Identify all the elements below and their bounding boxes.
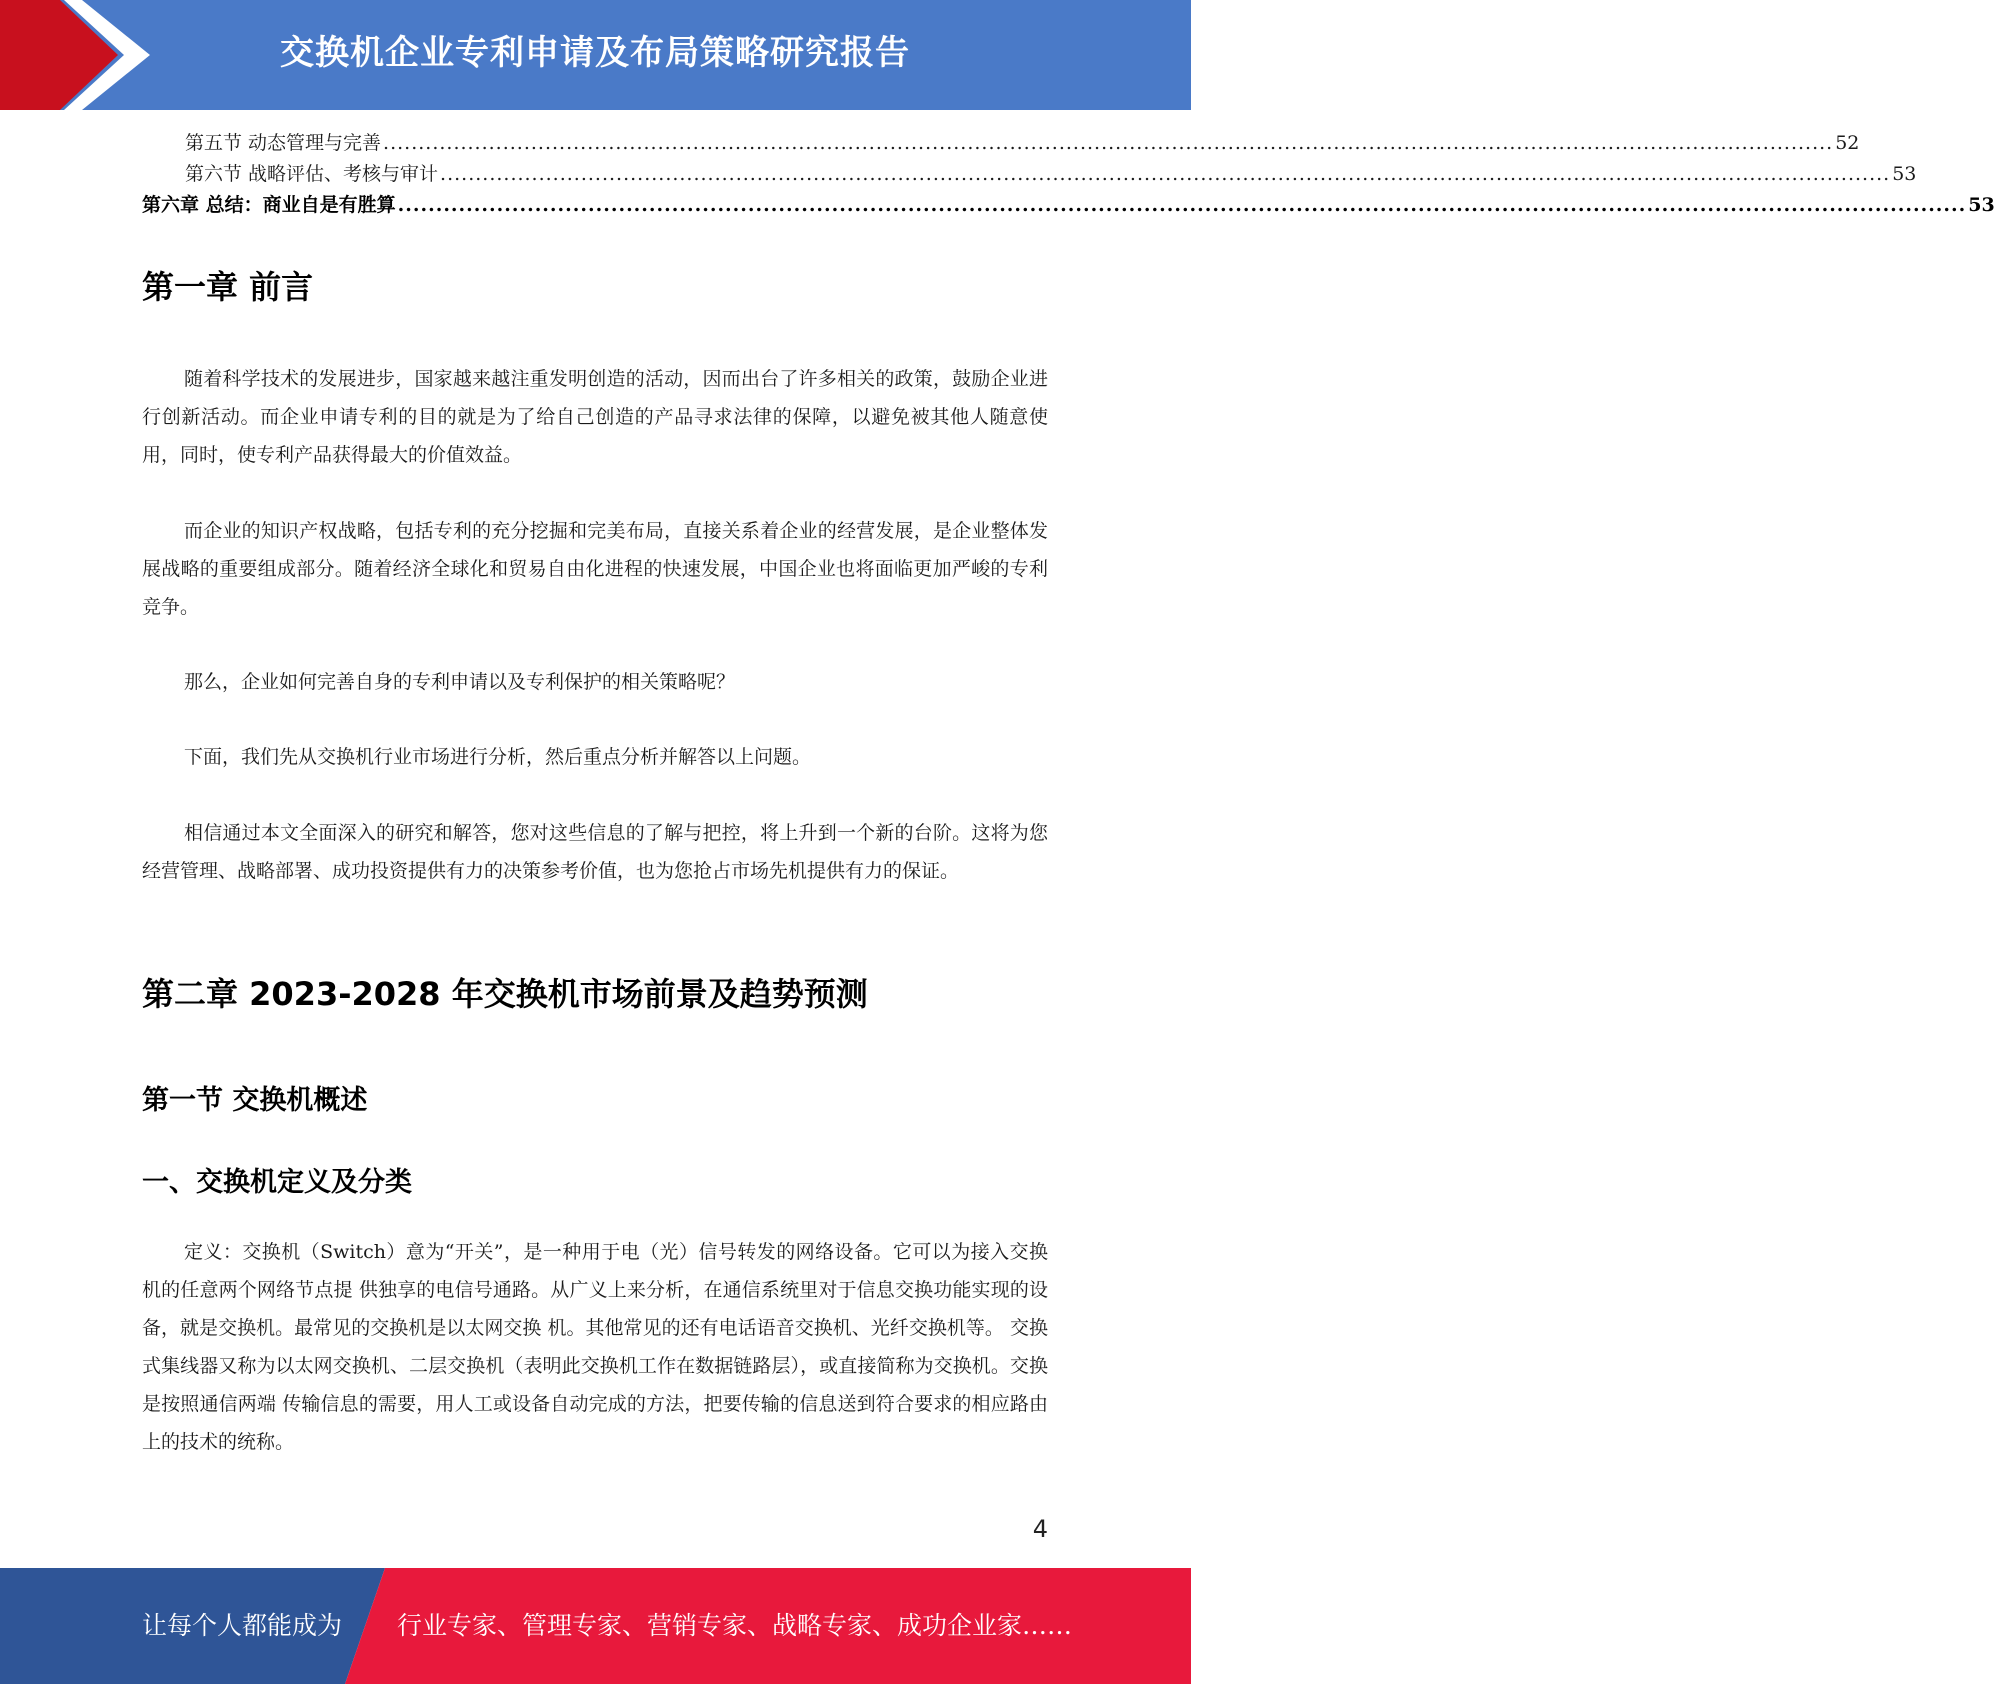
paragraph: 相信通过本文全面深入的研究和解答，您对这些信息的了解与把控，将上升到一个新的台阶。这将为您经营管理、战略部署、成功投资提供有力的决策参考价值，也为您抢占市场先机提供有力的保证。 [142,822,1048,882]
footer-banner [0,1568,1191,1684]
toc-leader-dots: .............................................................................................................................................................................................................. [383,132,1834,154]
page-number: 4 [1032,1515,1048,1543]
paragraph: 而企业的知识产权战略，包括专利的充分挖掘和完美布局，直接关系着企业的经营发展，是企业整体发展战略的重要组成部分。随着经济全球化和贸易自由化进程的快速发展，中国企业也将面临更加严峻的专利竞争。 [142,520,1048,618]
footer-slogan-right: 行业专家、管理专家、营销专家、战略专家、成功企业家…… [397,1611,1073,1640]
footer-slogan-left: 让每个人都能成为 [142,1611,343,1640]
paragraph: 那么，企业如何完善自身的专利申请以及专利保护的相关策略呢？ [184,671,736,693]
paragraph: 下面，我们先从交换机行业市场进行分析，然后重点分析并解答以上问题。 [184,746,812,768]
chapter-1-heading: 第一章 前言 [142,268,314,306]
toc-entry-page: 53 [1968,194,1995,216]
toc-entry-page: 52 [1835,132,1860,154]
toc-leader-dots: .............................................................................................................................................................................................................. [440,163,1891,185]
toc-entry-label: 第六章 总结：商业自是有胜算 [142,194,396,216]
toc-entry[interactable] [142,159,1917,190]
chapter-2-heading: 第二章 2023-2028 年交换机市场前景及趋势预测 [142,975,868,1013]
section-heading: 第一节 交换机概述 [142,1085,368,1116]
toc-leader-dots: .............................................................................................................................................................................................................. [397,194,1967,216]
toc-entry-label: 第五节 动态管理与完善 [185,132,382,154]
paragraph: 定义：交换机（Switch）意为“开关”，是一种用于电（光）信号转发的网络设备。它可以为接入交换机的任意两个网络节点提 供独享的电信号通路。从广义上来分析，在通信系统里对于信息交换功能实现的设备，就是交换机。最常见的交换机是以太网交换 机。其他常见的还有电话语音交换机、光纤交换机等。 交换式集线器又称为以太网交换机、二层交换机（表明此交换机工作在数据链路层），或直接简称为交换机。交换是按照通信两端 传输信息的需要，用人工或设备自动完成的方法，把要传输的信息送到符合要求的相应路由上的技术的统称。 [142,1241,1048,1453]
report-title: 交换机企业专利申请及布局策略研究报告 [280,33,910,73]
toc-entry[interactable] [142,190,1995,221]
paragraph: 随着科学技术的发展进步，国家越来越注重发明创造的活动，因而出台了许多相关的政策，鼓励企业进行创新活动。而企业申请专利的目的就是为了给自己创造的产品寻求法律的保障，以避免被其他人随意使用，同时，使专利产品获得最大的价值效益。 [142,368,1048,466]
subsection-heading: 一、交换机定义及分类 [142,1167,412,1198]
toc-entry-page: 53 [1892,163,1917,185]
table-of-contents [142,128,1995,221]
toc-entry[interactable] [142,128,1860,159]
toc-entry-label: 第六节 战略评估、考核与审计 [185,163,439,185]
header-banner [0,0,1191,110]
header-arrow-decoration [0,0,160,110]
